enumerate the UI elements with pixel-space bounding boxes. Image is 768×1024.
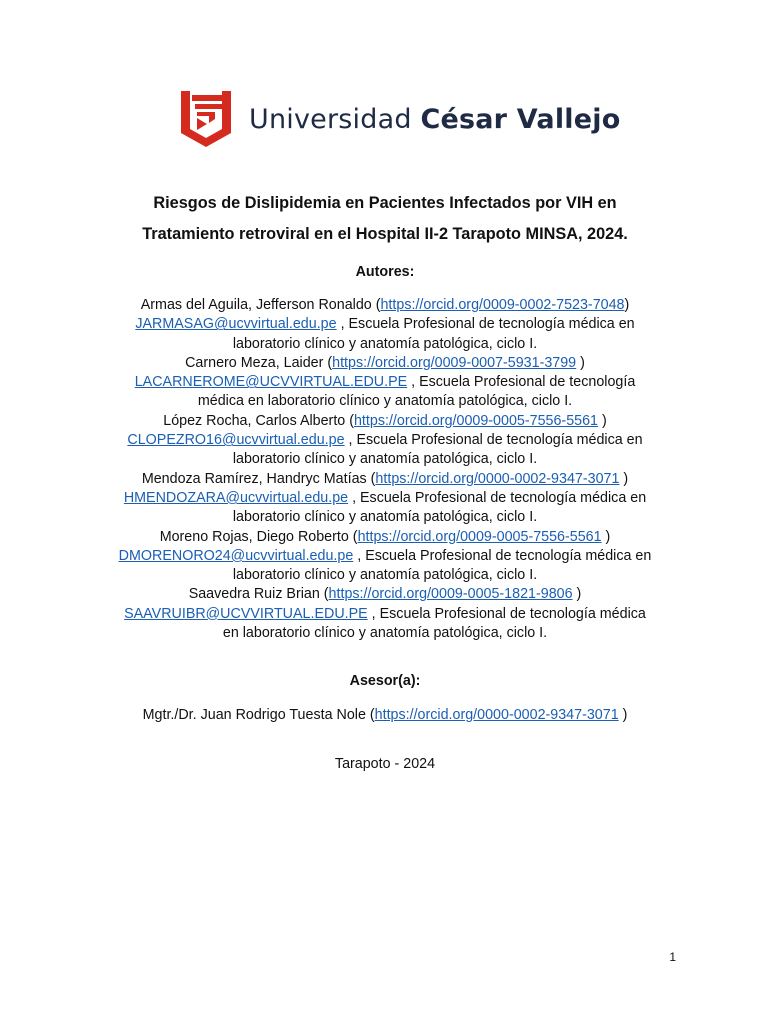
affiliation-a: , Escuela Profesional de tecnología	[407, 374, 636, 391]
email-link[interactable]: SAAVRUIBR@UCVVIRTUAL.EDU.PE	[124, 605, 368, 622]
affiliation-a: , Escuela Profesional de tecnología médica	[367, 605, 646, 622]
orcid-close: )	[576, 354, 585, 371]
university-name-bold: César Vallejo	[420, 103, 621, 135]
advisor-orcid-link[interactable]: https://orcid.org/0000-0002-9347-3071	[374, 707, 619, 723]
university-name	[249, 104, 620, 135]
title-line-1: Riesgos de Dislipidemia en Pacientes Infectados por VIH en	[153, 194, 617, 212]
email-link[interactable]: LACARNEROME@UCVVIRTUAL.EDU.PE	[134, 374, 408, 391]
advisor-heading: Asesor(a):	[349, 673, 421, 689]
advisor-line	[40, 707, 730, 723]
author-name: Mendoza Ramírez, Handryc Matías (	[141, 470, 376, 487]
orcid-link[interactable]: https://orcid.org/0009-0007-5931-3799	[332, 354, 577, 371]
page-number: 1	[669, 950, 676, 964]
orcid-close: )	[619, 470, 629, 487]
place-date: Tarapoto - 2024	[334, 756, 436, 772]
university-logo	[181, 91, 620, 147]
orcid-link[interactable]: https://orcid.org/0009-0005-7556-5561	[357, 528, 602, 545]
author-name: Armas del Aguila, Jefferson Ronaldo (	[140, 297, 381, 313]
advisor-orcid-close: )	[618, 707, 628, 723]
authors-heading: Autores:	[355, 264, 415, 280]
email-link[interactable]: JARMASAG@ucvvirtual.edu.pe	[135, 316, 337, 333]
affiliation-a: , Escuela Profesional de tecnología médica en	[348, 489, 647, 506]
affiliation-b: laboratorio clínico y anatomía patológica, ciclo I.	[232, 509, 538, 526]
orcid-close: )	[624, 297, 630, 313]
affiliation-b: laboratorio clínico y anatomía patológica, ciclo I.	[232, 451, 538, 468]
author-block	[40, 296, 730, 354]
orcid-close: )	[601, 528, 611, 545]
email-link[interactable]: DMORENORO24@ucvvirtual.edu.pe	[118, 547, 354, 564]
affiliation-b: médica en laboratorio clínico y anatomía patológica, ciclo I.	[197, 393, 573, 410]
author-name: Moreno Rojas, Diego Roberto (	[159, 528, 358, 545]
affiliation-a: , Escuela Profesional de tecnología médica en	[344, 432, 643, 449]
author-name: López Rocha, Carlos Alberto (	[163, 412, 354, 429]
title-line-2: Tratamiento retroviral en el Hospital II-2 Tarapoto MINSA, 2024.	[142, 225, 628, 243]
affiliation-b: en laboratorio clínico y anatomía patológica, ciclo I.	[222, 625, 548, 642]
affiliation-b: laboratorio clínico y anatomía patológica, ciclo I.	[232, 335, 538, 352]
orcid-link[interactable]: https://orcid.org/0009-0002-7523-7048	[380, 297, 625, 313]
author-block	[40, 354, 730, 412]
orcid-link[interactable]: https://orcid.org/0009-0005-1821-9806	[328, 586, 573, 603]
orcid-close: )	[572, 586, 582, 603]
document-title	[60, 188, 710, 250]
advisor-name: Mgtr./Dr. Juan Rodrigo Tuesta Nole (	[142, 707, 375, 723]
affiliation-b: laboratorio clínico y anatomía patológica, ciclo I.	[232, 567, 538, 584]
university-shield-icon	[181, 91, 231, 147]
email-link[interactable]: HMENDOZARA@ucvvirtual.edu.pe	[123, 489, 349, 506]
orcid-link[interactable]: https://orcid.org/0000-0002-9347-3071	[375, 470, 620, 487]
author-block	[40, 470, 730, 528]
author-block	[40, 412, 730, 470]
author-name: Carnero Meza, Laider (	[185, 354, 333, 371]
university-name-regular: Universidad	[249, 103, 421, 135]
author-block	[40, 585, 730, 643]
author-block	[40, 528, 730, 586]
orcid-close: )	[598, 412, 607, 429]
affiliation-a: , Escuela Profesional de tecnología médica en	[336, 316, 635, 333]
orcid-link[interactable]: https://orcid.org/0009-0005-7556-5561	[353, 412, 598, 429]
authors-list	[40, 296, 730, 643]
affiliation-a: , Escuela Profesional de tecnología médica en	[353, 547, 652, 564]
email-link[interactable]: CLOPEZRO16@ucvvirtual.edu.pe	[127, 432, 345, 449]
author-name: Saavedra Ruiz Brian (	[188, 586, 329, 603]
